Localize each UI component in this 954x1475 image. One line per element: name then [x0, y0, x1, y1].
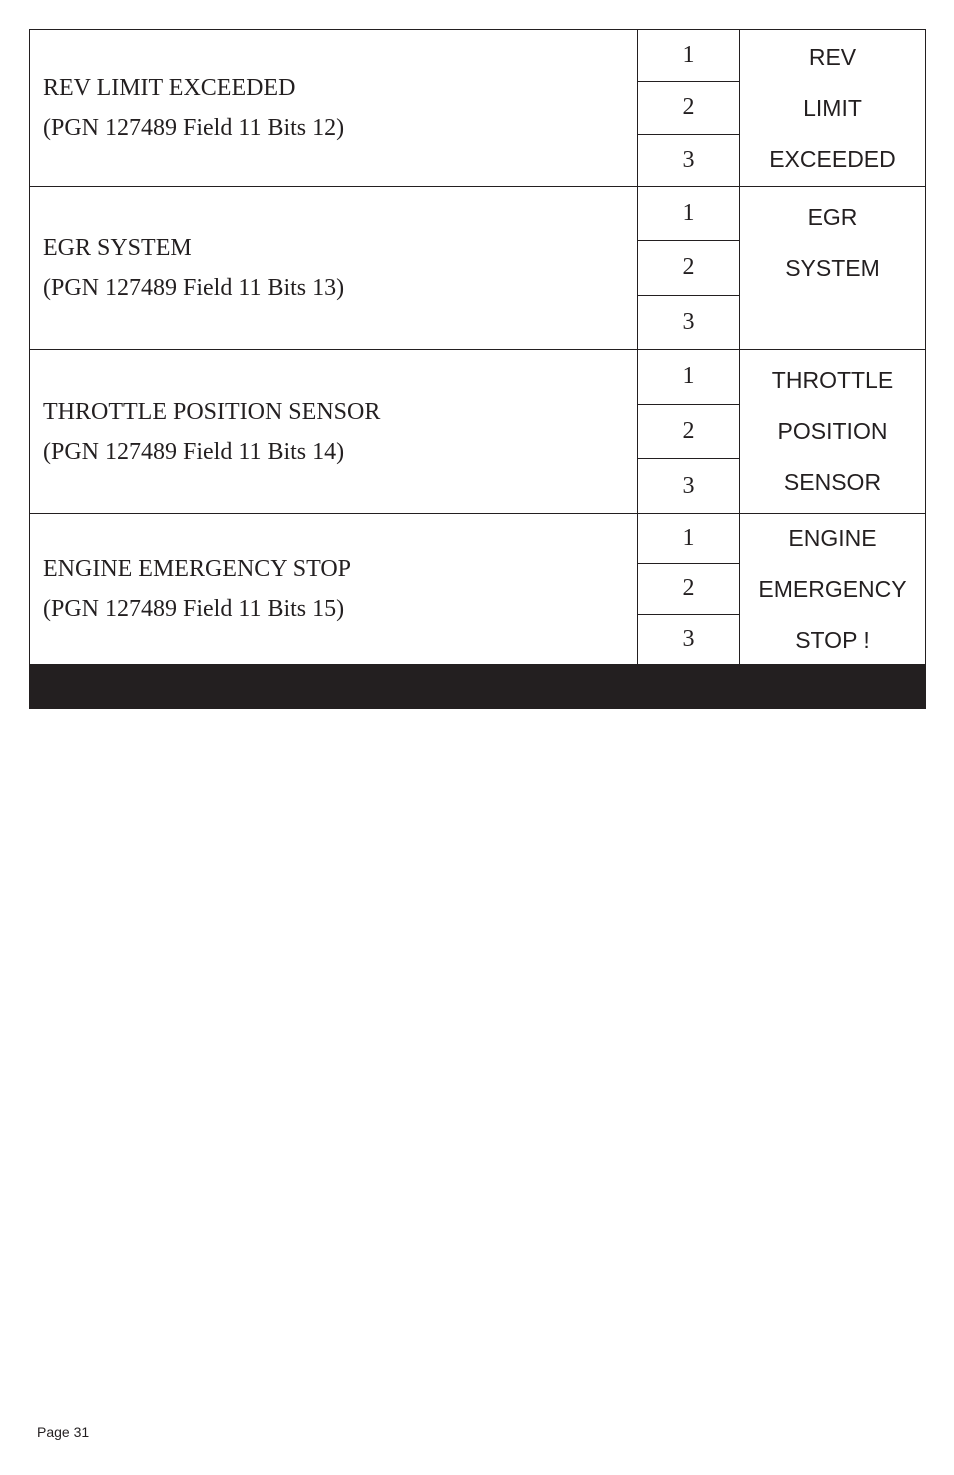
row-numbers [638, 187, 740, 349]
row-title: THROTTLE POSITION SENSOR [43, 398, 381, 425]
label-line: LIMIT [803, 94, 862, 121]
row-number: 2 [638, 564, 739, 614]
row-description [30, 30, 638, 186]
row-number: 3 [682, 146, 695, 173]
row-numbers [638, 350, 740, 513]
alarm-table [29, 29, 926, 709]
row-title: EGR SYSTEM [43, 235, 192, 261]
table-row [29, 514, 926, 665]
row-number: 2 [638, 405, 739, 460]
label-line: EGR [807, 204, 858, 230]
row-display-label [740, 350, 925, 513]
row-pgn: (PGN 127489 Field 11 Bits 12) [43, 115, 345, 141]
row-title: REV LIMIT EXCEEDED [43, 75, 296, 101]
row-pgn: (PGN 127489 Field 11 Bits 13) [43, 275, 345, 301]
row-numbers [638, 514, 740, 664]
row-description [30, 187, 638, 349]
row-description [30, 514, 638, 664]
label-line: ENGINE [788, 524, 877, 551]
row-display-label [740, 30, 925, 186]
label-line: EMERGENCY [758, 575, 907, 602]
table-row [29, 350, 926, 514]
row-number: 2 [638, 241, 739, 295]
table-row [29, 29, 926, 187]
row-display-label [740, 514, 925, 664]
row-number: 3 [682, 472, 695, 499]
row-display-label [740, 187, 925, 349]
row-pgn: (PGN 127489 Field 11 Bits 15) [43, 596, 345, 622]
row-pgn: (PGN 127489 Field 11 Bits 14) [43, 438, 345, 465]
row-number: 2 [638, 82, 739, 134]
table-row [29, 187, 926, 350]
label-line: REV [808, 43, 857, 70]
row-number: 3 [682, 625, 695, 652]
table-footer-bar [29, 665, 926, 709]
row-description [30, 350, 638, 513]
label-line: SENSOR [783, 469, 882, 495]
row-number: 3 [682, 308, 695, 335]
row-number: 1 [638, 30, 739, 82]
row-number: 1 [638, 350, 739, 405]
row-number: 1 [638, 514, 739, 564]
row-number: 1 [638, 187, 739, 241]
label-line: SYSTEM [785, 255, 880, 281]
label-line: EXCEEDED [769, 145, 896, 172]
label-line: THROTTLE [771, 367, 894, 393]
label-line: POSITION [777, 418, 888, 444]
label-line: STOP ! [795, 626, 870, 653]
page-number: Page 31 [37, 1424, 90, 1440]
row-title: ENGINE EMERGENCY STOP [43, 556, 352, 582]
row-numbers [638, 30, 740, 186]
